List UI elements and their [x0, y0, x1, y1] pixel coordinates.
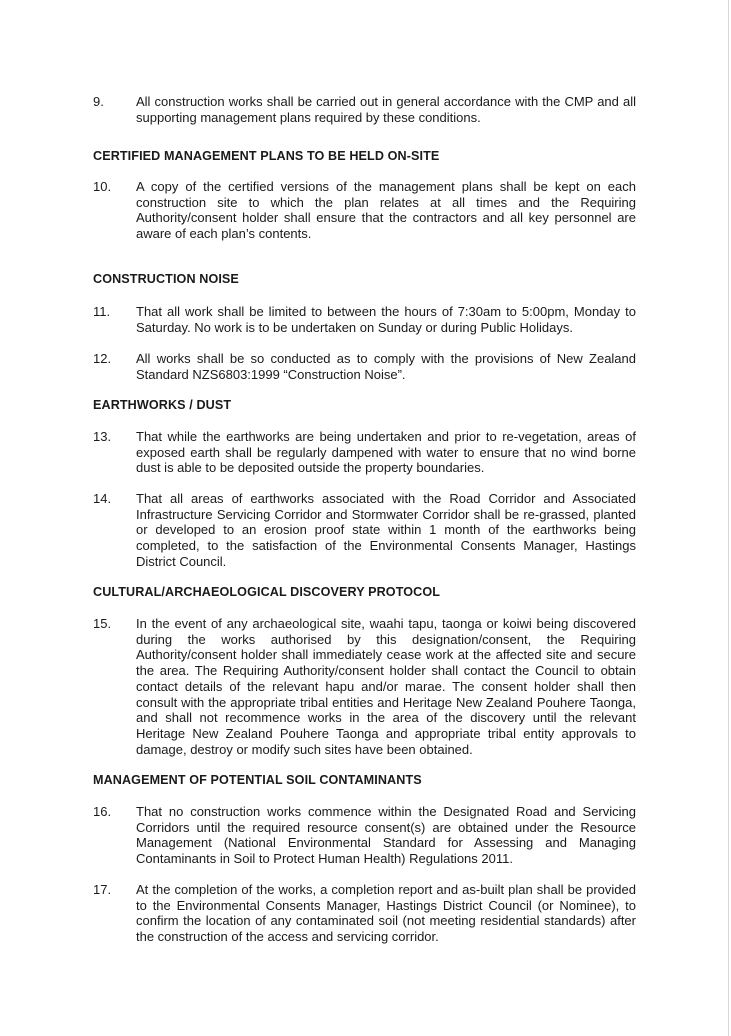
condition-text: That no construction works commence within the Designated Road and Servicing Corridors until the required resource consent(s) are obtained under the Resource Management (National Environmental Standard for Assessing and Managing Contaminants in Soil to Protect Human Health) Regulations 2011. [136, 804, 636, 867]
section-heading-soil-contaminants: MANAGEMENT OF POTENTIAL SOIL CONTAMINANTS [93, 773, 422, 787]
section-heading-certified-plans: CERTIFIED MANAGEMENT PLANS TO BE HELD ON-SITE [93, 149, 440, 163]
section-heading-earthworks-dust: EARTHWORKS / DUST [93, 398, 232, 412]
condition-number: 10. [93, 179, 112, 194]
condition-number: 15. [93, 616, 112, 631]
condition-number: 13. [93, 429, 112, 444]
condition-text: That all areas of earthworks associated with the Road Corridor and Associated Infrastructure Servicing Corridor and Stormwater Corridor shall be re-grassed, planted or developed to an erosion proof state within 1 month of the earthworks being completed, to the satisfaction of the Environmental Consents Manager, Hastings District Council. [136, 491, 636, 569]
condition-text: That all work shall be limited to between the hours of 7:30am to 5:00pm, Monday to Saturday. No work is to be undertaken on Sunday or during Public Holidays. [136, 304, 636, 335]
condition-text: All works shall be so conducted as to comply with the provisions of New Zealand Standard NZS6803:1999 “Construction Noise”. [136, 351, 636, 382]
condition-number: 14. [93, 491, 112, 506]
condition-text: In the event of any archaeological site, waahi tapu, taonga or koiwi being discovered during the works authorised by this designation/consent, the Requiring Authority/consent holder shall immediately cease work at the affected site and secure the area. The Requiring Authority/consent holder shall contact the Council to obtain contact details of the relevant hapu and/or marae. The consent holder shall then consult with the appropriate tribal entities and Heritage New Zealand Pouhere Taonga, and shall not recommence works in the area of the discovery until the relevant Heritage New Zealand Pouhere Taonga and appropriate tribal entity approvals to damage, destroy or modify such sites have been obtained. [136, 616, 636, 757]
condition-number: 11. [93, 304, 111, 319]
condition-number: 17. [93, 882, 112, 897]
condition-text: A copy of the certified versions of the management plans shall be kept on each construction site to which the plan relates at all times and the Requiring Authority/consent holder shall ensure that the contractors and all key personnel are aware of each plan’s contents. [136, 179, 636, 242]
section-heading-construction-noise: CONSTRUCTION NOISE [93, 272, 239, 286]
condition-number: 12. [93, 351, 112, 366]
section-heading-archaeological-protocol: CULTURAL/ARCHAEOLOGICAL DISCOVERY PROTOCOL [93, 585, 441, 599]
condition-number: 16. [93, 804, 112, 819]
condition-number: 9. [93, 94, 104, 109]
condition-text: At the completion of the works, a completion report and as-built plan shall be provided to the Environmental Consents Manager, Hastings District Council (or Nominee), to confirm the location of any contaminated soil (not meeting residential standards) after the construction of the access and servicing corridor. [136, 882, 636, 945]
condition-text: All construction works shall be carried out in general accordance with the CMP and all supporting management plans required by these conditions. [136, 94, 636, 125]
page-edge-divider [728, 0, 729, 1036]
condition-text: That while the earthworks are being undertaken and prior to re-vegetation, areas of exposed earth shall be regularly dampened with water to ensure that no wind borne dust is able to be deposited outside the property boundaries. [136, 429, 636, 476]
